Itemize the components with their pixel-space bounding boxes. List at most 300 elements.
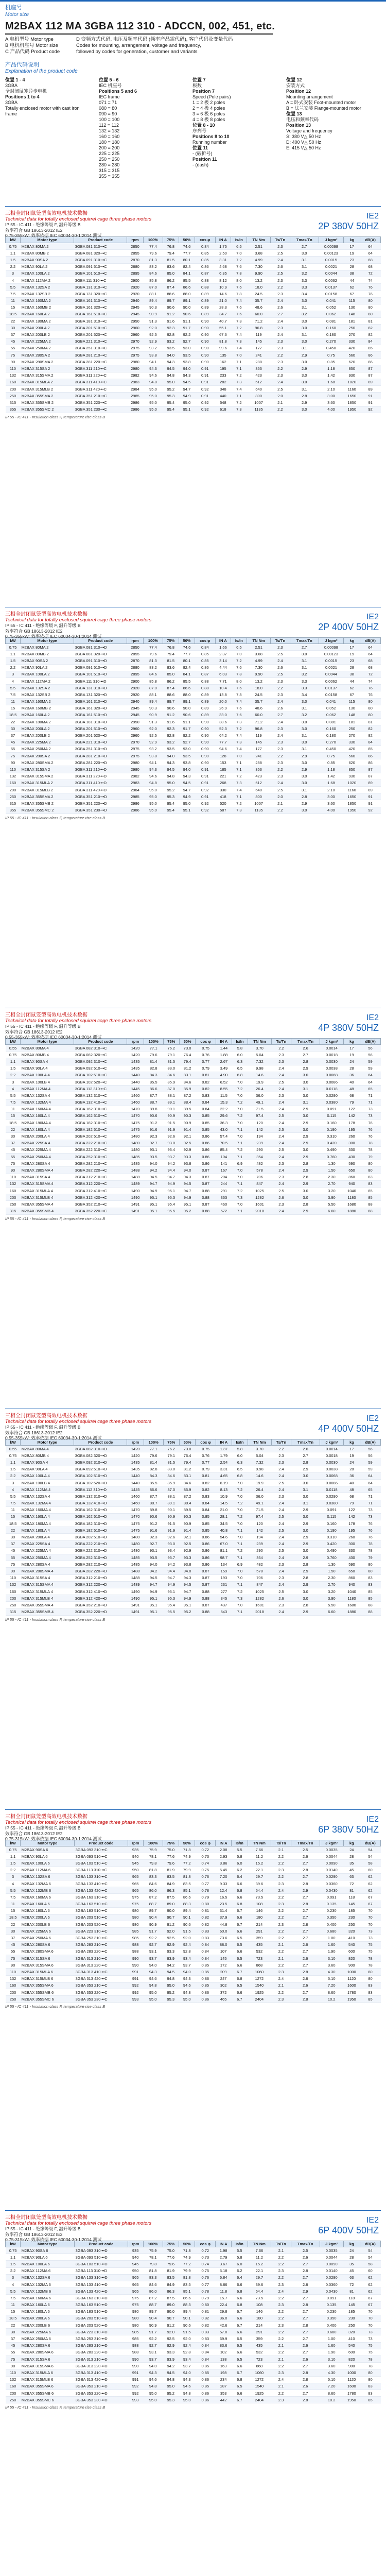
table-cell: 95.0 xyxy=(144,807,163,814)
table-cell: 95.0 xyxy=(179,2397,195,2403)
table-cell: 2.7 xyxy=(291,2389,320,2396)
table-cell: 65 xyxy=(360,1486,381,1493)
table-cell: 900 xyxy=(343,2363,360,2369)
table-cell: 45 xyxy=(6,739,21,745)
table-cell: 1.60 xyxy=(320,1941,343,1948)
table-cell: 2.2 xyxy=(271,1045,291,1052)
table-cell: 94.3 xyxy=(179,2376,195,2383)
table-cell: M2BAX 355SMA 2 xyxy=(20,793,74,800)
table-cell: 7.3 xyxy=(232,1595,248,1602)
table-row xyxy=(6,753,381,759)
table-cell: 115 xyxy=(344,297,360,304)
table-cell: 0.85 xyxy=(196,1112,216,1119)
table-cell: 2.8 xyxy=(291,1459,320,1466)
table-cell: 1.68 xyxy=(319,379,343,385)
table-cell: 95.0 xyxy=(179,399,195,406)
table-cell: 1435 xyxy=(127,1065,144,1072)
table-cell: 3GBA 181 310-••D xyxy=(74,719,127,725)
table-cell: 2.5 xyxy=(271,1479,291,1486)
table-cell: 0.052 xyxy=(319,705,343,711)
table-cell: 0.0290 xyxy=(320,1493,344,1500)
column-header: dB(A) xyxy=(360,1840,381,1846)
table-cell: 6.5 xyxy=(231,644,247,651)
table-cell: 3GBA 092 510-••C xyxy=(74,1065,127,1072)
table-cell: 94.5 xyxy=(163,2369,179,2376)
table-cell: 95.0 xyxy=(163,379,179,385)
table-cell: 3GBA 131 320-••D xyxy=(74,691,127,698)
table-row xyxy=(6,1520,381,1527)
table-cell: 90.9 xyxy=(179,1120,195,1126)
table-cell: 85.0 xyxy=(163,671,179,677)
table-cell: 54 xyxy=(360,1853,381,1860)
table-cell: 3.1 xyxy=(290,331,319,338)
table-cell: 92 xyxy=(360,406,381,413)
table-cell: 22 xyxy=(6,1921,21,1928)
table-cell: 330 xyxy=(215,786,231,793)
table-cell: 2.4 xyxy=(271,2376,291,2383)
table-cell: 0.87 xyxy=(196,1602,216,1608)
table-cell: 410 xyxy=(343,2335,360,2342)
table-cell: 29.7 xyxy=(248,1873,271,1880)
table-cell: 37 xyxy=(6,1935,21,1941)
table-cell: 60 xyxy=(360,2267,381,2274)
table-cell: 72 xyxy=(360,270,381,277)
section-title-cn: 三相全封闭鼠笼型高效电机技术数据 xyxy=(5,1012,87,1018)
table-cell: 2920 xyxy=(127,291,143,297)
table-cell: 3GBA 203 520-••D xyxy=(75,2322,128,2329)
table-cell: 110 xyxy=(6,365,21,372)
table-cell: 1.5 xyxy=(6,657,21,664)
table-cell: 239 xyxy=(248,1540,272,1547)
table-cell: 55 xyxy=(6,2349,21,2355)
table-cell: M2BAX 200LA 6 xyxy=(21,1914,75,1921)
table-cell: 2.4 xyxy=(271,2288,291,2295)
section-title-cn: 三相全封闭鼠笼型高效电机技术数据 xyxy=(5,2215,87,2221)
table-cell: 7.1 xyxy=(231,359,247,365)
table-cell: 95.4 xyxy=(163,399,179,406)
section-spec: 2P 380V 50HZ xyxy=(318,221,379,231)
table-row xyxy=(6,773,381,779)
table-cell: 0.75 xyxy=(6,243,21,250)
table-cell: 17 xyxy=(344,243,360,250)
table-cell: 3GBA 311 420-••D xyxy=(74,786,127,793)
table-cell: 2.2 xyxy=(6,1472,21,1479)
table-cell: 6.7 xyxy=(232,1907,248,1914)
table-cell: M2BAX 132MB 6 xyxy=(21,2288,75,2295)
table-row xyxy=(6,2335,381,2342)
table-cell: 68 xyxy=(360,257,381,263)
table-cell: 92.2 xyxy=(143,2335,163,2342)
table-cell: 7.4 xyxy=(231,385,247,392)
table-cell: 91.5 xyxy=(179,1928,195,1935)
table-cell: 145 xyxy=(343,2301,360,2308)
table-cell: 92.7 xyxy=(179,338,195,345)
legend-line: D 变频方式代码, 电压及频率代码 (频率产品需代码), 客户代码及变量代码 xyxy=(76,37,233,42)
table-cell: 0.00098 xyxy=(319,644,343,651)
table-cell: 110 xyxy=(6,2369,21,2376)
table-cell: 1420 xyxy=(127,1045,144,1052)
explanation-line: 位置 1 - 4 xyxy=(5,77,25,82)
table-cell: 18.5 xyxy=(6,2315,21,2321)
table-cell: 79 xyxy=(343,1099,360,1106)
table-cell: M2BAX 280SA 6 xyxy=(21,1941,75,1948)
table-cell: 93.3 xyxy=(163,2349,179,2355)
column-header: Motor type xyxy=(21,1439,74,1446)
table-cell: 26.4 xyxy=(248,1486,272,1493)
table-cell: 80 xyxy=(360,1975,381,1982)
table-cell: 60.0 xyxy=(247,711,270,718)
explanation-line: E: 415 V△ 50 Hz xyxy=(286,145,321,150)
explanation-line: 225 = 225 xyxy=(99,151,120,156)
column-header: TN Nm xyxy=(248,1840,271,1846)
table-cell: 0.0030 xyxy=(320,1058,344,1065)
table-cell: 122 xyxy=(343,1106,360,1112)
table-cell: 348 xyxy=(215,385,231,392)
table-cell: 40.7 xyxy=(215,318,231,325)
table-cell: 7.1 xyxy=(232,1180,248,1187)
table-row xyxy=(6,1602,381,1608)
code-legend xyxy=(5,37,381,55)
table-cell: 8.60 xyxy=(320,1989,343,1995)
table-cell: 3.2 xyxy=(290,671,319,677)
table-cell: 110 xyxy=(6,1174,21,1180)
table-cell: 2.8 xyxy=(291,1901,320,1907)
table-row xyxy=(6,745,381,752)
table-cell: 1600 xyxy=(343,2383,360,2389)
table-row xyxy=(6,243,381,250)
table-cell: 3GBA 102 520-••C xyxy=(74,1078,127,1085)
table-cell: 95.0 xyxy=(144,393,163,399)
explanation-line: Running number xyxy=(192,140,227,145)
table-cell: 2.9 xyxy=(291,1065,320,1072)
table-cell: 11.2 xyxy=(248,1853,271,1860)
table-cell: 194 xyxy=(248,1133,272,1140)
table-cell: 6.5 xyxy=(232,1065,248,1072)
table-cell: 92.2 xyxy=(179,732,195,739)
table-cell: 2.9 xyxy=(291,1554,320,1561)
table-cell: 950 xyxy=(128,2267,143,2274)
table-cell: M2BAX 112MA 6 xyxy=(21,1867,75,1873)
table-cell: 2940 xyxy=(127,297,143,304)
table-cell: 2.4 xyxy=(271,1506,291,1513)
table-cell: 860 xyxy=(343,1174,360,1180)
table-cell: 30 xyxy=(6,1928,21,1935)
table-cell: 1489 xyxy=(127,1581,144,1588)
table-cell: 0.86 xyxy=(196,1154,216,1160)
table-cell: 0.230 xyxy=(320,2308,343,2315)
table-cell: M2BAX 315MLB 4 xyxy=(21,1595,74,1602)
table-cell: 118 xyxy=(343,1894,360,1901)
column-header: cos φ xyxy=(195,1840,216,1846)
table-cell: 75 xyxy=(360,2349,381,2355)
table-cell: 19.9 xyxy=(248,1479,272,1486)
column-header: J kgm² xyxy=(320,1039,344,1045)
table-cell: 0.00123 xyxy=(319,651,343,657)
table-cell: 19 xyxy=(343,1052,360,1058)
table-cell: 3.70 xyxy=(248,1045,272,1052)
column-header: dB(A) xyxy=(360,1039,381,1045)
table-cell: 975 xyxy=(128,2301,143,2308)
table-cell: 90 xyxy=(6,359,21,365)
table-cell: 0.310 xyxy=(320,1133,344,1140)
table-cell: 5.5 xyxy=(232,1846,248,1853)
table-cell: 0.0140 xyxy=(320,2267,343,2274)
section-title-en: Technical data for totally enclosed squirrel cage three phase motors xyxy=(5,617,152,623)
table-cell: 1470 xyxy=(127,1112,144,1119)
table-cell: 16.5 xyxy=(216,1894,232,1901)
table-cell: 3GBA 311 420-••C xyxy=(74,385,127,392)
table-cell: 1445 xyxy=(127,1486,144,1493)
table-cell: 3GBA 353 230-••D xyxy=(75,2397,128,2403)
table-cell: 7.1 xyxy=(231,759,247,766)
table-cell: 80 xyxy=(360,2369,381,2376)
table-cell: 6.5 xyxy=(232,1941,248,1948)
table-cell: 1480 xyxy=(127,1547,144,1554)
table-cell: 355 xyxy=(6,406,21,413)
table-cell: 2.8 xyxy=(291,1996,320,2003)
table-cell: 2920 xyxy=(127,685,143,691)
model-code-example: M2BAX 112 MA 3GBA 112 310 - ADCCN, 002, 451, etc. xyxy=(5,21,273,35)
table-cell: 209 xyxy=(216,1969,232,1975)
table-cell: 92.3 xyxy=(144,1534,163,1540)
table-cell: 0.0068 xyxy=(320,1472,344,1479)
table-cell: 1180 xyxy=(343,1194,360,1201)
table-cell: 420 xyxy=(344,745,360,752)
table-cell: 94.0 xyxy=(179,2369,195,2376)
table-cell: 2.8 xyxy=(291,1867,320,1873)
table-cell: 0.230 xyxy=(320,1907,343,1914)
table-cell: 0.0018 xyxy=(320,1452,344,1459)
table-cell: M2BAX 225SA 4 xyxy=(21,1540,74,1547)
table-cell: 2.2 xyxy=(271,1860,291,1867)
column-header: Is/In xyxy=(231,638,247,644)
table-cell: 3GBA 311 220-••C xyxy=(74,372,127,379)
table-cell: 3GBA 252 310-••C xyxy=(74,1154,127,1160)
table-cell: 2.7 xyxy=(291,1907,320,1914)
table-cell: 177 xyxy=(247,345,270,351)
table-cell: 87.0 xyxy=(163,1486,179,1493)
table-row xyxy=(6,359,381,365)
table-cell: 7.66 xyxy=(248,1846,271,1853)
table-cell: 0.75 xyxy=(319,753,343,759)
table-cell: 2975 xyxy=(127,753,143,759)
table-cell: 0.89 xyxy=(195,711,216,718)
table-cell: 58 xyxy=(360,2261,381,2267)
table-cell: 7.32 xyxy=(248,1058,272,1065)
table-cell: 572 xyxy=(216,1208,232,1214)
table-cell: M2BAX 112MA 4 xyxy=(21,1486,74,1493)
table-cell: 1.18 xyxy=(319,365,343,372)
table-cell: 91.7 xyxy=(143,2329,163,2335)
table-cell: 270 xyxy=(344,331,360,338)
table-cell: 75 xyxy=(6,2356,21,2363)
table-cell: 88.1 xyxy=(163,1493,179,1500)
table-cell: 200 xyxy=(6,786,21,793)
table-cell: 94.3 xyxy=(179,1574,195,1581)
table-cell: 0.80 xyxy=(195,2301,216,2308)
table-cell: 0.84 xyxy=(196,1506,216,1513)
table-row xyxy=(6,711,381,718)
table-cell: 87 xyxy=(360,372,381,379)
table-cell: 1489 xyxy=(127,1180,144,1187)
table-cell: 3.0 xyxy=(291,1092,320,1099)
table-cell: 2.1 xyxy=(271,1941,291,1948)
table-cell: 2.30 xyxy=(320,1174,344,1180)
table-cell: 79.8 xyxy=(143,1860,163,1867)
table-cell: 2.7 xyxy=(270,711,290,718)
table-cell: 0.85 xyxy=(319,759,343,766)
table-row xyxy=(6,1880,381,1887)
table-cell: 0.90 xyxy=(195,325,216,331)
table-cell: 95.1 xyxy=(144,1201,163,1208)
table-row xyxy=(6,406,381,413)
table-cell: 88.7 xyxy=(144,1500,163,1506)
table-cell: 9.98 xyxy=(248,1065,272,1072)
table-cell: 0.081 xyxy=(319,719,343,725)
table-cell: 3GBA 223 310-••D xyxy=(75,2329,128,2335)
table-cell: 81.3 xyxy=(144,257,163,263)
table-cell: 81.5 xyxy=(163,1058,179,1065)
table-cell: 0.84 xyxy=(195,1955,216,1962)
table-cell: 3.0 xyxy=(290,759,319,766)
motor-size-title-cn: 机座号 xyxy=(5,5,22,11)
table-cell: 0.0044 xyxy=(319,671,343,677)
table-cell: 81.9 xyxy=(163,1867,179,1873)
table-cell: M2BAX 315SA 4 xyxy=(21,1574,74,1581)
table-cell: 7.0 xyxy=(231,352,247,359)
table-cell: 93.9 xyxy=(163,2356,179,2363)
table-cell: 2.7 xyxy=(291,2274,320,2281)
table-cell: 94.5 xyxy=(144,1174,163,1180)
table-cell: 73 xyxy=(360,1935,381,1941)
table-cell: 23.5 xyxy=(216,1901,232,1907)
table-cell: 95.0 xyxy=(143,2389,163,2396)
table-cell: 70 xyxy=(360,1907,381,1914)
table-cell: 29.8 xyxy=(216,2308,232,2315)
table-cell: 3GBA 092 310-••C xyxy=(74,1058,127,1065)
table-cell: 1135 xyxy=(247,807,270,814)
table-cell: 90 xyxy=(6,1568,21,1574)
table-cell: 2.9 xyxy=(291,1120,320,1126)
table-cell: 2.3 xyxy=(270,359,290,365)
table-cell: 24 xyxy=(343,1846,360,1853)
table-cell: 77.1 xyxy=(144,1045,163,1052)
table-row xyxy=(6,1982,381,1989)
table-cell: 0.84 xyxy=(195,1948,216,1955)
table-cell: 80.1 xyxy=(179,657,195,664)
table-cell: 1460 xyxy=(127,1099,144,1106)
table-cell: 14.5 xyxy=(216,1500,232,1506)
table-cell: 847 xyxy=(248,1581,272,1588)
table-cell: 2985 xyxy=(127,793,143,800)
table-cell: 1.5 xyxy=(6,2261,21,2267)
column-header: Is/In xyxy=(232,1840,248,1846)
table-cell: 90.9 xyxy=(163,1513,179,1520)
table-cell: M2BAX 200LB 2 xyxy=(20,331,74,338)
table-cell: 83 xyxy=(360,1989,381,1995)
table-cell: 84.6 xyxy=(163,1472,179,1479)
table-cell: 2.9 xyxy=(290,365,319,372)
table-cell: 3.0 xyxy=(290,406,319,413)
table-cell: 81 xyxy=(360,318,381,325)
table-cell: 985 xyxy=(128,2329,143,2335)
table-cell: 91.2 xyxy=(163,311,179,317)
table-cell: 3.60 xyxy=(320,2363,343,2369)
table-cell: 89.1 xyxy=(179,698,195,705)
column-header: IN A xyxy=(215,638,231,644)
table-cell: 2.1 xyxy=(271,1846,291,1853)
table-cell: 11 xyxy=(6,297,21,304)
table-row xyxy=(6,1167,381,1174)
table-cell: 2.8 xyxy=(291,1921,320,1928)
table-cell: 57.0 xyxy=(216,2329,232,2335)
table-cell: 71 xyxy=(360,1493,381,1500)
table-cell: 3.0 xyxy=(290,698,319,705)
table-cell: 93.5 xyxy=(163,745,179,752)
table-cell: 3.00 xyxy=(319,793,343,800)
table-cell: 90.6 xyxy=(144,1112,163,1119)
table-cell: 2.9 xyxy=(291,1608,320,1615)
table-cell: M2BAX 80MA 4 xyxy=(21,1045,74,1052)
table-cell: 3.0 xyxy=(291,1527,320,1534)
table-cell: 0.86 xyxy=(196,1140,216,1146)
table-cell: 90.0 xyxy=(163,2308,179,2315)
table-cell: 7.1 xyxy=(231,365,247,372)
table-cell: 71 xyxy=(360,1092,381,1099)
table-row xyxy=(6,1527,381,1534)
table-cell: 5.8 xyxy=(232,1045,248,1052)
table-cell: 3GBA 103 510-••D xyxy=(75,2261,128,2267)
table-cell: 430 xyxy=(343,1554,360,1561)
table-cell: 0.82 xyxy=(195,2322,216,2329)
table-cell: 77.7 xyxy=(179,651,195,657)
table-cell: M2BAX 280SMA 4 xyxy=(21,1568,74,1574)
table-cell: 0.84 xyxy=(195,1941,216,1948)
section-note: 0.55-355kW: 效率依据 IEC 60034-30-1:2014 测试 xyxy=(5,1035,102,1040)
table-cell: 3GBA 352 210-••C xyxy=(74,1201,127,1208)
explanation-line: 位置 13 xyxy=(286,111,302,116)
table-cell: 1.00 xyxy=(320,1935,343,1941)
table-row xyxy=(6,1452,381,1459)
table-cell: 3GBA 131 310-••C xyxy=(74,284,127,291)
table-cell: 145 xyxy=(216,1955,232,1962)
table-cell: M2BAX 112MA 2 xyxy=(20,277,74,283)
table-cell: 7.20 xyxy=(216,1873,232,1880)
table-cell: 0.73 xyxy=(195,2254,216,2261)
table-cell: 83.3 xyxy=(143,1873,163,1880)
table-cell: 76 xyxy=(360,1534,381,1540)
table-cell: 1.5 xyxy=(6,1466,21,1472)
table-cell: 3.1 xyxy=(290,732,319,739)
table-cell: 3GBA 092 310-••D xyxy=(74,1459,127,1466)
table-cell: 2.5 xyxy=(291,1846,320,1853)
table-row xyxy=(6,297,381,304)
column-header: TN Nm xyxy=(248,1439,272,1446)
table-cell: M2BAX 355SMC 2 xyxy=(20,406,74,413)
table-cell: 3GBA 161 310-••C xyxy=(74,297,127,304)
table-cell: 1440 xyxy=(127,1078,144,1085)
table-cell: 132 xyxy=(6,1581,21,1588)
table-cell: 107 xyxy=(216,1948,232,1955)
table-cell: 79.6 xyxy=(163,1860,179,1867)
table-cell: 6.8 xyxy=(232,1472,248,1479)
table-cell: 2.4 xyxy=(271,1072,291,1078)
table-cell: 359 xyxy=(248,2335,271,2342)
table-cell: 63 xyxy=(343,1873,360,1880)
table-cell: 115 xyxy=(344,698,360,705)
table-cell: 3GBA 221 310-••C xyxy=(74,338,127,345)
table-cell: 3GBA 312 210-••C xyxy=(74,1174,127,1180)
